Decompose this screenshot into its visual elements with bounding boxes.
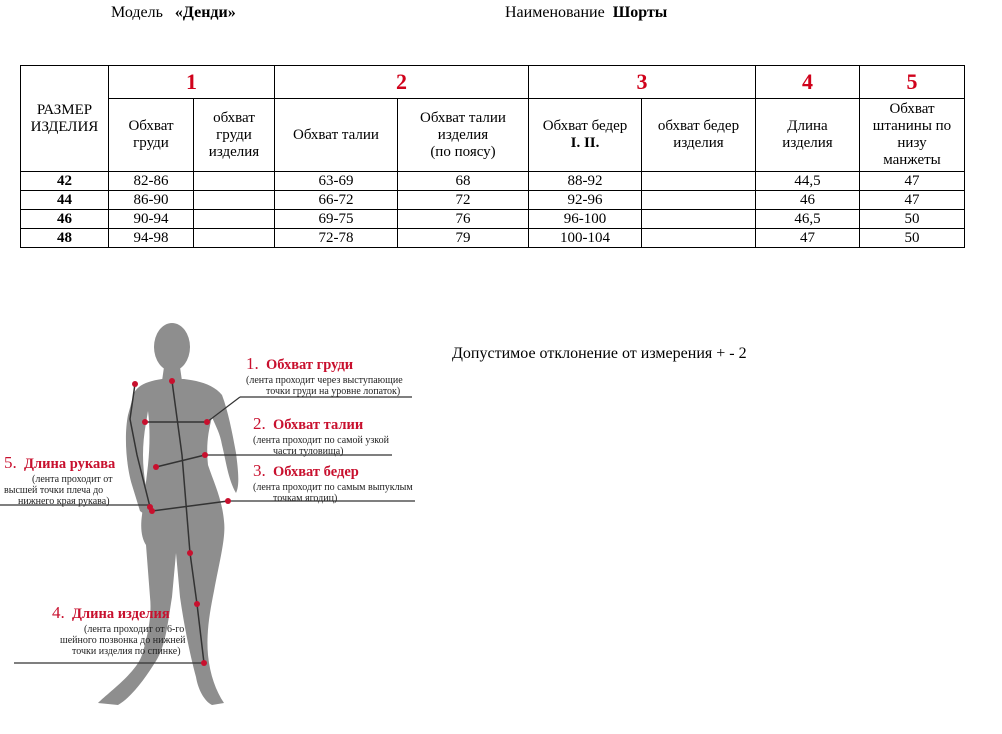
- measure-point: [201, 660, 207, 666]
- table-cell: [642, 191, 756, 210]
- size-header: РАЗМЕР ИЗДЕЛИЯ: [21, 66, 109, 172]
- model-label: Модель: [111, 4, 163, 21]
- group-number-3: 3: [529, 66, 756, 99]
- table-cell: 50: [860, 210, 965, 229]
- label-1-number: 1.: [246, 354, 259, 373]
- measure-point: [202, 452, 208, 458]
- table-cell: 46,5: [756, 210, 860, 229]
- label-4-desc: точки изделия по спинке): [72, 646, 181, 657]
- model-header: [111, 4, 236, 22]
- table-cell: [194, 229, 275, 248]
- subheader-leg-cuff: Обхват штанины по низу манжеты: [860, 99, 965, 172]
- label-5-desc: (лента проходит от: [32, 474, 113, 485]
- label-5-desc: высшей точки плеча до: [4, 485, 104, 496]
- product-name-label: Наименование: [505, 4, 605, 21]
- size-cell: 44: [21, 191, 109, 210]
- label-2-desc: (лента проходит по самой узкой: [253, 435, 389, 446]
- table-row: [21, 172, 965, 191]
- group-number-2: 2: [275, 66, 529, 99]
- label-5-title: Длина рукава: [24, 456, 116, 472]
- size-table: [20, 65, 965, 248]
- subheader-chest: Обхват груди: [109, 99, 194, 172]
- measure-point: [153, 464, 159, 470]
- measure-point: [169, 378, 175, 384]
- label-5-number: 5.: [4, 453, 17, 472]
- table-cell: [642, 172, 756, 191]
- table-cell: 86-90: [109, 191, 194, 210]
- subheader-hips: Обхват бедер I. II.: [529, 99, 642, 172]
- table-cell: 79: [398, 229, 529, 248]
- table-cell: 46: [756, 191, 860, 210]
- label-1-desc: точки груди на уровне лопаток): [266, 386, 401, 397]
- measure-point: [204, 419, 210, 425]
- table-cell: 76: [398, 210, 529, 229]
- table-row: [21, 229, 965, 248]
- label-3-number: 3.: [253, 461, 266, 480]
- tolerance-note: Допустимое отклонение от измерения + - 2: [452, 345, 747, 362]
- label-2-title: Обхват талии: [273, 417, 364, 433]
- body-measurement-figure: [0, 315, 440, 715]
- product-name-value: Шорты: [612, 4, 668, 21]
- label-2-desc: части туловища): [273, 446, 344, 457]
- label-4-desc: шейного позвонка до нижней: [60, 635, 186, 646]
- measure-point: [194, 601, 200, 607]
- table-cell: [194, 210, 275, 229]
- table-cell: 68: [398, 172, 529, 191]
- table-cell: [642, 229, 756, 248]
- table-cell: 88-92: [529, 172, 642, 191]
- table-cell: 63-69: [275, 172, 398, 191]
- group-number-5: 5: [860, 66, 965, 99]
- table-cell: 94-98: [109, 229, 194, 248]
- table-cell: 72-78: [275, 229, 398, 248]
- measure-point: [132, 381, 138, 387]
- measure-point: [187, 550, 193, 556]
- subheader-waist-garment: Обхват талии изделия (по поясу): [398, 99, 529, 172]
- table-row: [21, 191, 965, 210]
- label-4-desc: (лента проходит от 6-го: [84, 624, 185, 635]
- subheader-garment-length: Длина изделия: [756, 99, 860, 172]
- table-cell: 96-100: [529, 210, 642, 229]
- subheader-hips-garment: обхват бедер изделия: [642, 99, 756, 172]
- table-cell: 92-96: [529, 191, 642, 210]
- measure-point: [225, 498, 231, 504]
- table-cell: [194, 172, 275, 191]
- size-cell: 42: [21, 172, 109, 191]
- table-cell: 44,5: [756, 172, 860, 191]
- table-cell: 47: [860, 172, 965, 191]
- product-name-header: [505, 4, 667, 22]
- table-cell: 47: [860, 191, 965, 210]
- group-number-4: 4: [756, 66, 860, 99]
- size-cell: 48: [21, 229, 109, 248]
- measure-point: [142, 419, 148, 425]
- table-cell: 72: [398, 191, 529, 210]
- label-4-number: 4.: [52, 603, 65, 622]
- table-row: [21, 210, 965, 229]
- table-cell: 82-86: [109, 172, 194, 191]
- label-5-desc: нижнего края рукава): [18, 496, 110, 507]
- subheader-waist: Обхват талии: [275, 99, 398, 172]
- group-number-1: 1: [109, 66, 275, 99]
- label-3-title: Обхват бедер: [273, 464, 359, 480]
- label-1-title: Обхват груди: [266, 357, 354, 373]
- label-4-title: Длина изделия: [72, 606, 170, 622]
- table-cell: [642, 210, 756, 229]
- table-cell: [194, 191, 275, 210]
- table-cell: 90-94: [109, 210, 194, 229]
- label-2-number: 2.: [253, 414, 266, 433]
- table-cell: 66-72: [275, 191, 398, 210]
- table-cell: 69-75: [275, 210, 398, 229]
- measure-point: [147, 504, 153, 510]
- table-cell: 47: [756, 229, 860, 248]
- size-cell: 46: [21, 210, 109, 229]
- model-value: «Денди»: [174, 4, 236, 21]
- label-1-desc: (лента проходит через выступающие: [246, 375, 403, 386]
- label-3-desc: точкам ягодиц): [273, 493, 338, 504]
- label-3-desc: (лента проходит по самым выпуклым: [253, 482, 413, 493]
- table-cell: 100-104: [529, 229, 642, 248]
- subheader-chest-garment: обхват груди изделия: [194, 99, 275, 172]
- table-cell: 50: [860, 229, 965, 248]
